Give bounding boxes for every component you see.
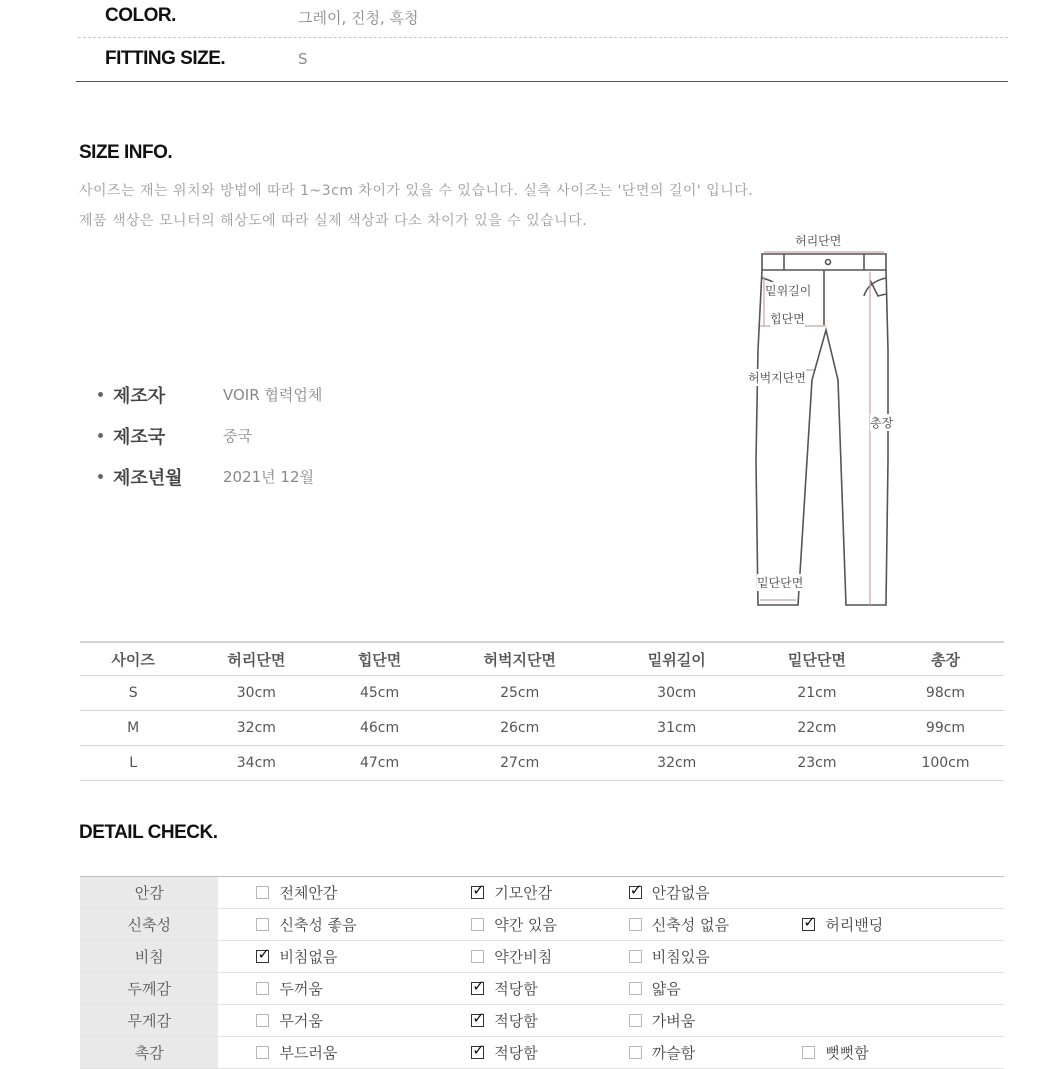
checkbox-icon[interactable]: [256, 886, 269, 899]
detail-cell: [218, 1005, 471, 1037]
detail-cell: [471, 909, 629, 941]
checkbox-icon[interactable]: [629, 982, 642, 995]
table-row: [80, 711, 1004, 746]
detail-check-table: [80, 876, 1004, 1069]
size-info-title: SIZE INFO.: [79, 142, 173, 163]
detail-option[interactable]: [256, 978, 322, 999]
pants-diagram: [740, 230, 910, 615]
detail-cell: [629, 973, 803, 1005]
detail-cell: [218, 1037, 471, 1069]
detail-option[interactable]: [256, 914, 356, 935]
detail-cell: [471, 1037, 629, 1069]
detail-cell: [802, 877, 1004, 909]
manufacturing-list: [98, 374, 322, 497]
detail-cell: [218, 877, 471, 909]
checked-checkbox-icon[interactable]: [629, 886, 642, 899]
checkbox-icon[interactable]: [802, 1046, 815, 1059]
detail-cell: [629, 941, 803, 973]
table-cell: 32cm: [607, 746, 747, 781]
table-cell: 47cm: [326, 746, 432, 781]
date-row: [98, 456, 322, 497]
detail-option[interactable]: [802, 914, 883, 935]
table-cell: 99cm: [887, 711, 1004, 746]
detail-row-label: 두께감: [80, 973, 218, 1005]
detail-row-label: 무게감: [80, 1005, 218, 1037]
color-label: COLOR.: [105, 5, 176, 26]
checkbox-icon[interactable]: [629, 950, 642, 963]
detail-row: [80, 1037, 1004, 1069]
detail-option[interactable]: [471, 1010, 537, 1031]
detail-option-label: 약간비침: [494, 948, 553, 966]
country-row: [98, 415, 322, 456]
checked-checkbox-icon[interactable]: [471, 886, 484, 899]
header-hip: 힙단면: [326, 642, 432, 676]
table-cell: 26cm: [433, 711, 607, 746]
detail-cell: [802, 941, 1004, 973]
detail-cell: [471, 1005, 629, 1037]
detail-option-label: 부드러움: [279, 1044, 338, 1062]
checkbox-icon[interactable]: [629, 1046, 642, 1059]
detail-option-label: 비침없음: [279, 948, 338, 966]
detail-option-label: 허리밴딩: [825, 916, 884, 934]
detail-cell: [629, 1037, 803, 1069]
detail-cell: [802, 1005, 1004, 1037]
checkbox-icon[interactable]: [471, 950, 484, 963]
detail-option-label: 전체안감: [279, 884, 338, 902]
detail-option-label: 까슬함: [651, 1044, 696, 1062]
checked-checkbox-icon[interactable]: [471, 982, 484, 995]
header-length: 총장: [887, 642, 1004, 676]
detail-option-label: 무거움: [279, 1012, 323, 1030]
detail-option[interactable]: [471, 1042, 537, 1063]
detail-cell: [629, 909, 803, 941]
table-cell: 34cm: [186, 746, 326, 781]
detail-row: [80, 877, 1004, 909]
detail-row: [80, 909, 1004, 941]
detail-row: [80, 941, 1004, 973]
detail-option-label: 두꺼움: [279, 980, 323, 998]
size-note-1: 사이즈는 재는 위치와 방법에 따라 1~3cm 차이가 있을 수 있습니다. 실측 사이즈는 '단면의 길이' 입니다.: [79, 183, 754, 199]
detail-option[interactable]: [629, 978, 681, 999]
table-row: [80, 676, 1004, 711]
checkbox-icon[interactable]: [629, 918, 642, 931]
table-cell: 30cm: [607, 676, 747, 711]
waist-label: 허리단면: [795, 234, 842, 248]
detail-option[interactable]: [629, 1010, 695, 1031]
thigh-label: 허벅지단면: [748, 371, 806, 385]
size-note-2: 제품 색상은 모니터의 해상도에 따라 실제 색상과 다소 차이가 있을 수 있습니다.: [79, 213, 588, 229]
header-thigh: 허벅지단면: [433, 642, 607, 676]
detail-row-label: 신축성: [80, 909, 218, 941]
detail-option[interactable]: [256, 1042, 337, 1063]
fitting-size-label: FITTING SIZE.: [105, 48, 226, 69]
detail-option[interactable]: [471, 882, 552, 903]
divider: [78, 37, 1008, 38]
detail-cell: [218, 909, 471, 941]
detail-option-label: 뻣뻣함: [825, 1044, 869, 1062]
checkbox-icon[interactable]: [629, 1014, 642, 1027]
detail-option-label: 비침있음: [651, 948, 710, 966]
hip-label: 힙단면: [770, 312, 805, 326]
table-cell: 23cm: [747, 746, 887, 781]
detail-option-label: 적당함: [494, 980, 538, 998]
country-value: 중국: [223, 427, 252, 445]
manufacturer-row: [98, 374, 322, 415]
detail-option-label: 신축성 좋음: [279, 916, 357, 934]
detail-option-label: 안감없음: [651, 884, 710, 902]
detail-check-title: DETAIL CHECK.: [79, 822, 218, 843]
detail-option[interactable]: [802, 1042, 868, 1063]
detail-option[interactable]: [471, 946, 552, 967]
detail-option[interactable]: [629, 882, 710, 903]
detail-option[interactable]: [629, 914, 729, 935]
detail-row: [80, 1005, 1004, 1037]
detail-cell: [218, 973, 471, 1005]
table-row: [80, 746, 1004, 781]
detail-cell: [218, 941, 471, 973]
detail-option[interactable]: [629, 1042, 695, 1063]
header-waist: 허리단면: [186, 642, 326, 676]
table-cell: M: [80, 711, 186, 746]
checkbox-icon[interactable]: [256, 982, 269, 995]
bullet-icon: [98, 474, 103, 479]
hem-label: 밑단단면: [757, 576, 804, 590]
detail-cell: [629, 1005, 803, 1037]
checked-checkbox-icon[interactable]: [471, 1046, 484, 1059]
table-cell: S: [80, 676, 186, 711]
manufacturer-label: 제조자: [113, 385, 166, 407]
detail-option-label: 얇음: [651, 980, 681, 998]
table-cell: 30cm: [186, 676, 326, 711]
manufacturer-value: VOIR 협력업체: [223, 386, 323, 404]
date-value: 2021년 12월: [223, 468, 315, 486]
table-cell: 21cm: [747, 676, 887, 711]
detail-cell: [802, 973, 1004, 1005]
bullet-icon: [98, 433, 103, 438]
country-label: 제조국: [113, 426, 166, 448]
detail-option-label: 적당함: [494, 1044, 538, 1062]
detail-row: [80, 973, 1004, 1005]
checked-checkbox-icon[interactable]: [471, 1014, 484, 1027]
date-label: 제조년월: [113, 467, 183, 489]
detail-option[interactable]: [256, 1010, 322, 1031]
detail-option-label: 가벼움: [651, 1012, 696, 1030]
detail-option[interactable]: [471, 978, 537, 999]
divider: [76, 81, 1008, 82]
table-cell: 100cm: [887, 746, 1004, 781]
table-cell: 46cm: [326, 711, 432, 746]
rise-label: 밑위길이: [765, 284, 812, 298]
table-cell: L: [80, 746, 186, 781]
checkbox-icon[interactable]: [256, 1046, 269, 1059]
table-cell: 98cm: [887, 676, 1004, 711]
table-cell: 32cm: [186, 711, 326, 746]
detail-cell: [802, 1037, 1004, 1069]
detail-row-label: 안감: [80, 877, 218, 909]
detail-cell: [629, 877, 803, 909]
table-cell: 25cm: [433, 676, 607, 711]
checkbox-icon[interactable]: [256, 918, 269, 931]
detail-option[interactable]: [256, 946, 337, 967]
table-cell: 27cm: [433, 746, 607, 781]
detail-cell: [471, 973, 629, 1005]
table-cell: 22cm: [747, 711, 887, 746]
checked-checkbox-icon[interactable]: [256, 950, 269, 963]
detail-cell: [802, 909, 1004, 941]
length-label: 총장: [870, 416, 894, 430]
detail-option-label: 약간 있음: [494, 916, 557, 934]
size-table-header: [80, 642, 1004, 676]
header-hem: 밑단단면: [747, 642, 887, 676]
detail-cell: [471, 877, 629, 909]
detail-cell: [471, 941, 629, 973]
fitting-size-value: S: [298, 50, 308, 68]
color-value: 그레이, 진청, 흑청: [298, 9, 419, 27]
checkbox-icon[interactable]: [471, 918, 484, 931]
checked-checkbox-icon[interactable]: [802, 918, 815, 931]
table-cell: 31cm: [607, 711, 747, 746]
header-size: 사이즈: [80, 642, 186, 676]
table-cell: 45cm: [326, 676, 432, 711]
size-table: [80, 641, 1004, 781]
detail-row-label: 비침: [80, 941, 218, 973]
detail-option-label: 적당함: [494, 1012, 538, 1030]
detail-option[interactable]: [256, 882, 337, 903]
detail-option-label: 신축성 없음: [651, 916, 729, 934]
detail-option[interactable]: [629, 946, 710, 967]
detail-option-label: 기모안감: [494, 884, 553, 902]
checkbox-icon[interactable]: [256, 1014, 269, 1027]
header-rise: 밑위길이: [607, 642, 747, 676]
detail-row-label: 촉감: [80, 1037, 218, 1069]
bullet-icon: [98, 392, 103, 397]
detail-option[interactable]: [471, 914, 557, 935]
